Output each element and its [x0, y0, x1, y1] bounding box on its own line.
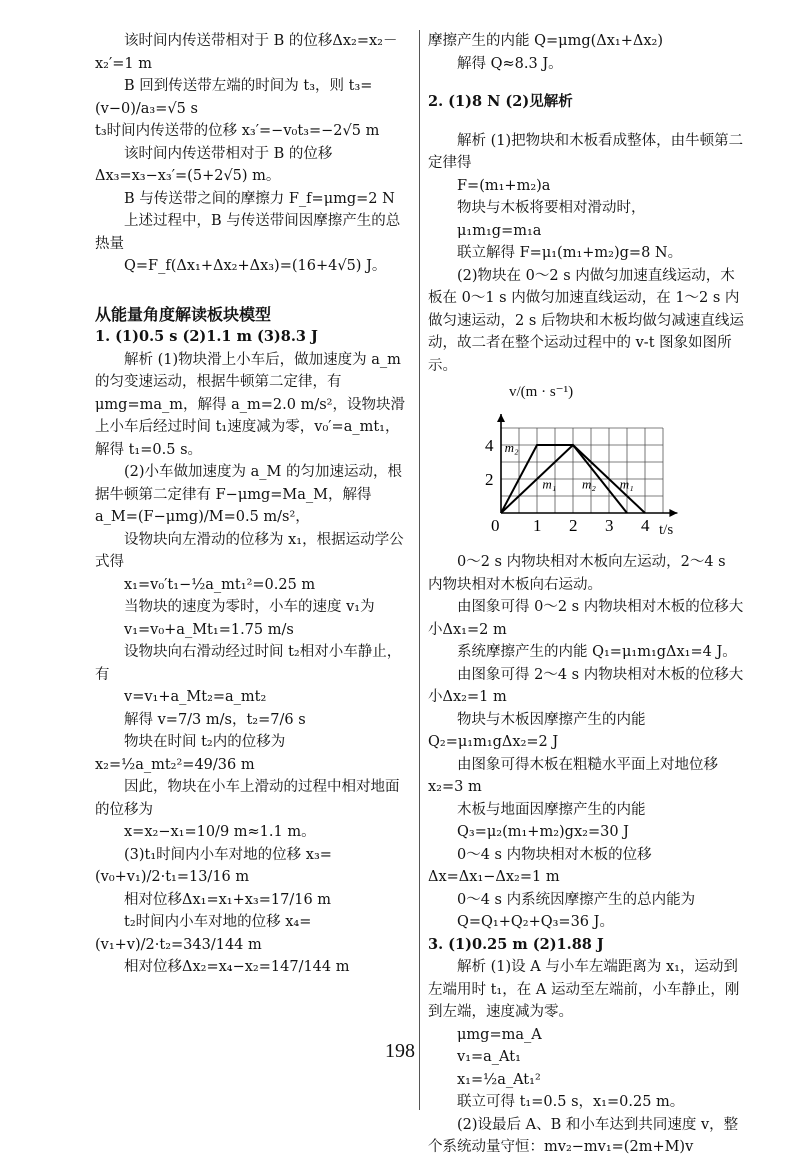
- text-line: 解得 Q≈8.3 J。: [457, 55, 563, 72]
- x-axis-arrow: [669, 509, 677, 517]
- text-line: 0～4 s 内系统因摩擦产生的总内能为: [457, 891, 696, 908]
- text-line: Δx₃=x₃−x₃′=(5+2√5) m。: [95, 168, 281, 184]
- text-line: 因此，物块在小车上滑动的过程中相对地面的位移为: [95, 779, 400, 818]
- x-axis-label: t/s: [659, 522, 674, 538]
- text-line: Q=Q₁+Q₂+Q₃=36 J。: [457, 914, 614, 930]
- text-line: 联立可得 t₁=0.5 s，x₁=0.25 m。: [457, 1094, 685, 1110]
- text-line: Q₃=μ₂(m₁+m₂)gx₂=30 J: [457, 824, 629, 840]
- y-tick-label: 4: [485, 436, 494, 455]
- text-line: 由图象可得 2～4 s 内物块相对木板的位移大小Δx₂=1 m: [428, 666, 744, 705]
- answer-line: 3. (1)0.25 m (2)1.88 J: [428, 935, 604, 953]
- series-label: m₂: [504, 439, 519, 455]
- text-line: x=x₂−x₁=10/9 m≈1.1 m。: [124, 824, 316, 840]
- text-line: 该时间内传送带相对于 B 的位移: [124, 145, 333, 162]
- series-label: m₂: [582, 476, 596, 492]
- text-line: 解析 (1)物块滑上小车后，做加速度为 a_m 的匀变速运动，根据牛顿第二定律，有μmg=ma_m，解得 a_m=2.0 m/s²，设物块滑上小车后经过时间 t₁速度减为零，v₀′=a_mt₁，解得 t₁=0.5 s。: [95, 351, 405, 458]
- text-line: 设物块向左滑动的位移为 x₁，根据运动学公式得: [95, 531, 404, 570]
- text-line: t₃时间内传送带的位移 x₃′=−v₀t₃=−2√5 m: [95, 123, 380, 139]
- text-line: 联立解得 F=μ₁(m₁+m₂)g=8 N。: [457, 245, 683, 261]
- right-column-bottom: [428, 551, 744, 1159]
- text-line: t₂时间内小车对地的位移 x₄=(v₁+v)/2·t₂=343/144 m: [95, 914, 312, 953]
- text-line: 0～2 s 内物块相对木板向左运动，2～4 s 内物块相对木板向右运动。: [428, 554, 726, 593]
- text-line: F=(m₁+m₂)a: [457, 177, 551, 194]
- text-line: v₁=a_At₁: [457, 1049, 521, 1065]
- text-line: 摩擦产生的内能 Q=μmg(Δx₁+Δx₂): [428, 33, 663, 49]
- text-line: 系统摩擦产生的内能 Q₁=μ₁m₁gΔx₁=4 J。: [457, 644, 737, 660]
- text-line: 当物块的速度为零时，小车的速度 v₁为: [124, 599, 375, 615]
- column-divider: [419, 30, 420, 1110]
- text-line: (3)t₁时间内小车对地的位移 x₃=(v₀+v₁)/2·t₁=13/16 m: [95, 846, 332, 885]
- right-column: [428, 30, 744, 1159]
- answer-line: 2. (1)8 N (2)见解析: [428, 93, 573, 110]
- x-tick-label: 3: [605, 516, 614, 535]
- right-column-top: [428, 30, 744, 377]
- series-label: m₁: [542, 476, 557, 492]
- text-line: 设物块向右滑动经过时间 t₂相对小车静止，有: [95, 644, 402, 683]
- text-line: 物块与木板将要相对滑动时，: [457, 200, 646, 216]
- text-line: v=v₁+a_Mt₂=a_mt₂: [124, 689, 267, 705]
- text-line: 解得 v=7/3 m/s，t₂=7/6 s: [124, 711, 306, 728]
- text-line: Q=F_f(Δx₁+Δx₂+Δx₃)=(16+4√5) J。: [124, 258, 387, 274]
- answer-line: 1. (1)0.5 s (2)1.1 m (3)8.3 J: [95, 328, 318, 345]
- text-line: μmg=ma_A: [457, 1026, 542, 1043]
- text-line: (2)设最后 A、B 和小车达到共同速度 v，整个系统动量守恒：mv₂−mv₁=(2m+M)v: [428, 1116, 739, 1155]
- y-tick-label: 2: [485, 470, 494, 489]
- text-line: 相对位移Δx₁=x₁+x₃=17/16 m: [124, 891, 332, 908]
- text-line: B 回到传送带左端的时间为 t₃，则 t₃=(v−0)/a₃=√5 s: [95, 78, 373, 117]
- text-line: 木板与地面因摩擦产生的内能: [457, 801, 646, 818]
- y-axis-arrow: [497, 414, 505, 422]
- series-label: m₁: [619, 476, 634, 492]
- page-number: 198: [385, 1040, 415, 1062]
- text-line: 物块与木板因摩擦产生的内能 Q₂=μ₁m₁gΔx₂=2 J: [428, 711, 646, 750]
- x-tick-label: 1: [533, 516, 542, 535]
- vt-graph: [483, 385, 703, 545]
- text-line: 相对位移Δx₂=x₄−x₂=147/144 m: [124, 959, 350, 975]
- text-line: x₁=½a_At₁²: [457, 1071, 541, 1088]
- text-line: 解析 (1)设 A 与小车左端距离为 x₁，运动到左端用时 t₁，在 A 运动至左端前，小车静止，刚到左端，速度减为零。: [428, 959, 740, 1020]
- text-line: 该时间内传送带相对于 B 的位移Δx₂=x₂－x₂′=1 m: [95, 33, 398, 72]
- text-line: (2)物块在 0～2 s 内做匀加速直线运动，木板在 0～1 s 内做匀加速直线运动，在 1～2 s 内做匀速运动，2 s 后物块和木板均做匀减速直线运动，故二者在整个运动过程中的 v-t 图象如图所示。: [428, 267, 744, 374]
- text-line: [428, 75, 744, 91]
- text-line: 0～4 s 内物块相对木板的位移Δx=Δx₁−Δx₂=1 m: [428, 846, 652, 885]
- text-line: 由图象可得木板在粗糙水平面上对地位移 x₂=3 m: [428, 756, 718, 795]
- text-line: (2)小车做加速度为 a_M 的匀加速运动，根据牛顿第二定律有 F−μmg=Ma_M，解得 a_M=(F−μmg)/M=0.5 m/s²，: [95, 464, 402, 525]
- text-line: 解析 (1)把物块和木板看成整体，由牛顿第二定律得: [428, 132, 744, 171]
- y-axis-label: v/(m · s⁻¹): [509, 384, 574, 400]
- text-line: B 与传送带之间的摩擦力 F_f=μmg=2 N: [124, 190, 395, 207]
- x-tick-label: 0: [491, 516, 500, 535]
- text-line: μ₁m₁g=m₁a: [457, 222, 542, 239]
- text-line: 物块在时间 t₂内的位移为 x₂=½a_mt₂²=49/36 m: [95, 734, 286, 773]
- left-column: [95, 30, 411, 979]
- text-line: [95, 278, 411, 304]
- x-tick-label: 4: [641, 516, 650, 535]
- text-line: [428, 114, 744, 130]
- section-title: 从能量角度解读板块模型: [95, 304, 272, 324]
- text-line: v₁=v₀+a_Mt₁=1.75 m/s: [124, 621, 294, 638]
- text-line: x₁=v₀′t₁−½a_mt₁²=0.25 m: [124, 576, 316, 593]
- text-line: 上述过程中，B 与传送带间因摩擦产生的总热量: [95, 213, 401, 252]
- x-tick-label: 2: [569, 516, 578, 535]
- text-line: 由图象可得 0～2 s 内物块相对木板的位移大小Δx₁=2 m: [428, 599, 744, 638]
